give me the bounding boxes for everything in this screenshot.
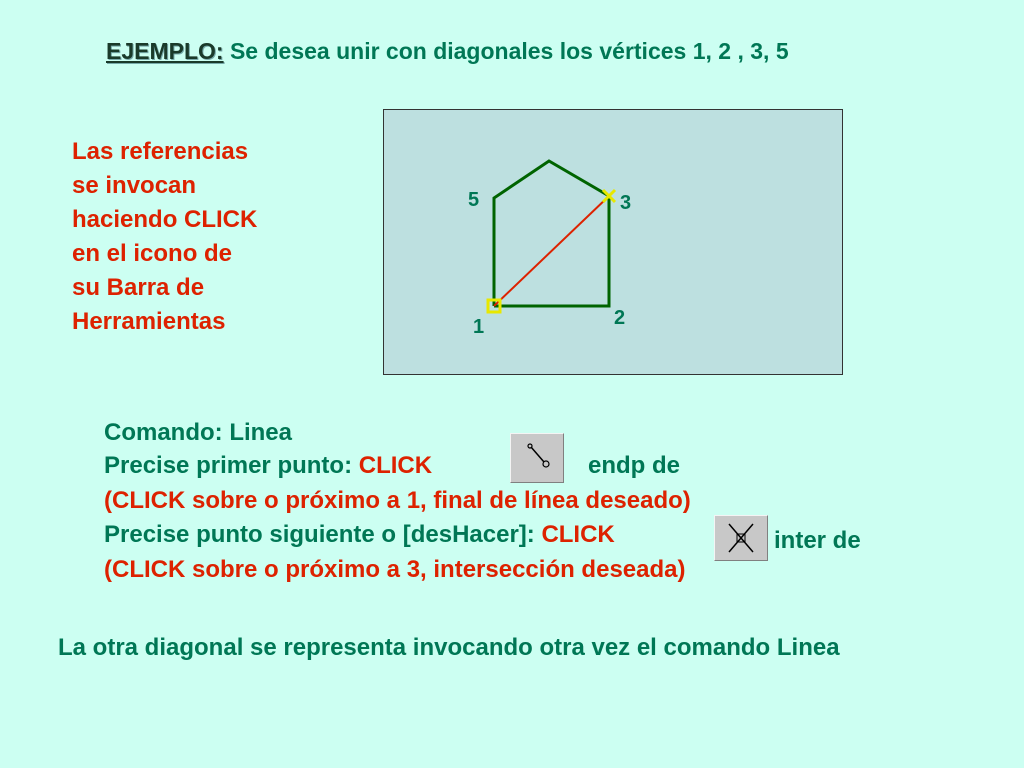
title-text: Se desea unir con diagonales los vértices 1, 2 , 3, 5: [223, 38, 789, 64]
command-line-2-text: Precise primer punto:: [104, 452, 359, 479]
vertex-label-2: 2: [614, 307, 626, 329]
title-prefix: EJEMPLO:: [106, 38, 224, 64]
command-line-4-text: Precise punto siguiente o [desHacer]:: [104, 521, 542, 548]
house-outline: [494, 161, 609, 306]
command-line-1: Comando: Linea: [104, 419, 293, 446]
vertex-label-5: 5: [468, 189, 480, 211]
side-note-line: en el icono de: [72, 240, 233, 267]
drawing-canvas[interactable]: [383, 109, 843, 375]
side-note-line: su Barra de: [72, 274, 205, 301]
intersection-snap-icon[interactable]: [714, 515, 768, 561]
click-word: CLICK: [541, 521, 615, 548]
side-note-line: Las referencias: [72, 138, 249, 165]
side-note-line: se invocan: [72, 172, 197, 199]
diagonal-line: [494, 196, 609, 306]
footer-text: La otra diagonal se representa invocando otra vez el comando Linea: [58, 634, 840, 661]
side-note-line: haciendo CLICK: [72, 206, 258, 233]
command-line-2: [104, 452, 432, 480]
side-note: [72, 135, 257, 339]
vertex-label-1: 1: [473, 316, 485, 338]
command-line-5: (CLICK sobre o próximo a 3, intersección deseada): [104, 556, 686, 583]
house-drawing: [384, 110, 844, 376]
command-line-3: (CLICK sobre o próximo a 1, final de línea deseado): [104, 487, 691, 514]
endp-label: endp de: [588, 452, 681, 479]
inter-label: inter de: [774, 527, 861, 554]
command-line-4: [104, 521, 615, 549]
side-note-line: Herramientas: [72, 308, 226, 335]
click-word: CLICK: [358, 452, 433, 479]
slide-title: [106, 38, 789, 65]
vertex-label-3: 3: [620, 192, 632, 214]
endpoint-snap-icon[interactable]: [510, 433, 564, 483]
